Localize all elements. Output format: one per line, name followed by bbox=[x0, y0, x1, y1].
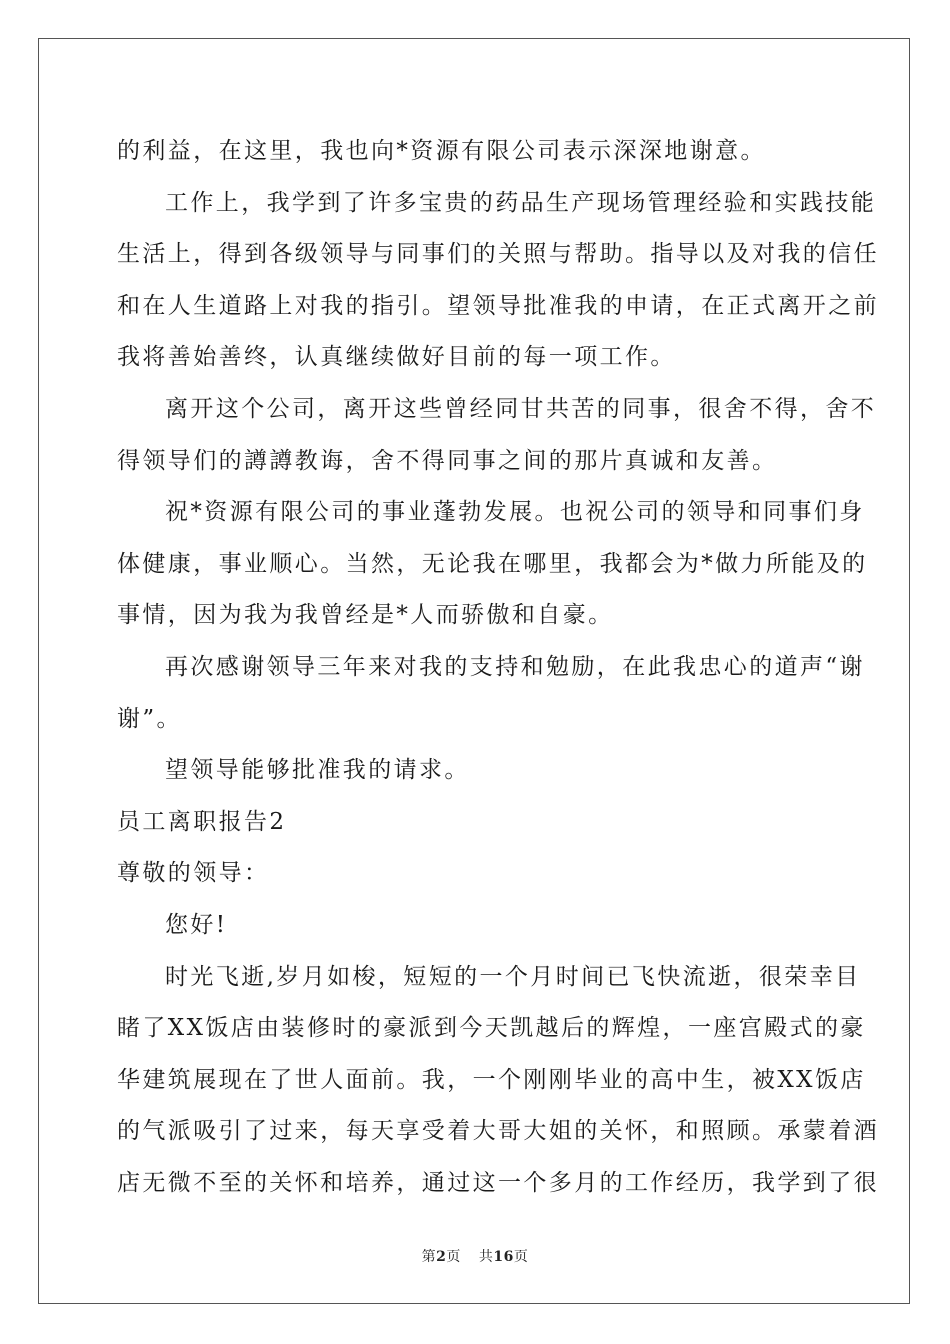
text-line: 谢”。 bbox=[117, 705, 182, 732]
text-line: 睹了XX饭店由装修时的豪派到今天凯越后的辉煌，一座宫殿式的豪 bbox=[117, 1015, 866, 1042]
text-line: 店无微不至的关怀和培养，通过这一个多月的工作经历，我学到了很 bbox=[117, 1169, 879, 1196]
footer-page-number: 2 bbox=[436, 1249, 447, 1265]
footer-total-prefix: 共 bbox=[478, 1249, 494, 1265]
footer-page-suffix: 页 bbox=[446, 1249, 461, 1265]
footer-total-pages: 16 bbox=[493, 1249, 514, 1265]
text-line: 我将善始善终，认真继续做好目前的每一项工作。 bbox=[117, 344, 676, 371]
text-line: 的气派吸引了过来，每天享受着大哥大姐的关怀，和照顾。承蒙着酒 bbox=[117, 1118, 879, 1145]
text-line: 生活上，得到各级领导与同事们的关照与帮助。指导以及对我的信任 bbox=[117, 241, 879, 268]
text-line: 得领导们的譐譐教诲，舍不得同事之间的那片真诚和友善。 bbox=[117, 447, 778, 474]
text-line: 的利益，在这里，我也向*资源有限公司表示深深地谢意。 bbox=[117, 138, 766, 164]
footer-prefix: 第 bbox=[421, 1249, 437, 1265]
text-line: 离开这个公司，离开这些曾经同甘共苦的同事，很舍不得，舍不 bbox=[165, 395, 877, 422]
footer-total-suffix: 页 bbox=[513, 1249, 529, 1265]
text-line: 工作上，我学到了许多宝贵的药品生产现场管理经验和实践技能 bbox=[165, 189, 877, 216]
text-line: 再次感谢领导三年来对我的支持和勉励，在此我忠心的道声“谢 bbox=[165, 653, 865, 680]
text-line: 华建筑展现在了世人面前。我，一个刚刚毕业的高中生，被XX饭店 bbox=[117, 1066, 866, 1093]
document-body bbox=[117, 126, 879, 1209]
text-line: 尊敬的领导： bbox=[117, 860, 270, 887]
text-line: 望领导能够批准我的请求。 bbox=[165, 757, 470, 784]
text-line: 体健康，事业顺心。当然，无论我在哪里，我都会为*做力所能及的 bbox=[117, 550, 868, 577]
text-line: 时光飞逝,岁月如梭，短短的一个月时间已飞快流逝，很荣幸目 bbox=[165, 963, 861, 990]
text-line: 事情，因为我为我曾经是*人而骄傲和自豪。 bbox=[117, 602, 614, 629]
text-line: 您好! bbox=[165, 911, 228, 938]
text-line: 祝*资源有限公司的事业蓬勃发展。也祝公司的领导和同事们身 bbox=[165, 499, 865, 526]
text-line: 和在人生道路上对我的指引。望领导批准我的申请，在正式离开之前 bbox=[117, 292, 879, 319]
text-line: 员工离职报告2 bbox=[117, 808, 287, 835]
page-footer bbox=[0, 1246, 950, 1266]
